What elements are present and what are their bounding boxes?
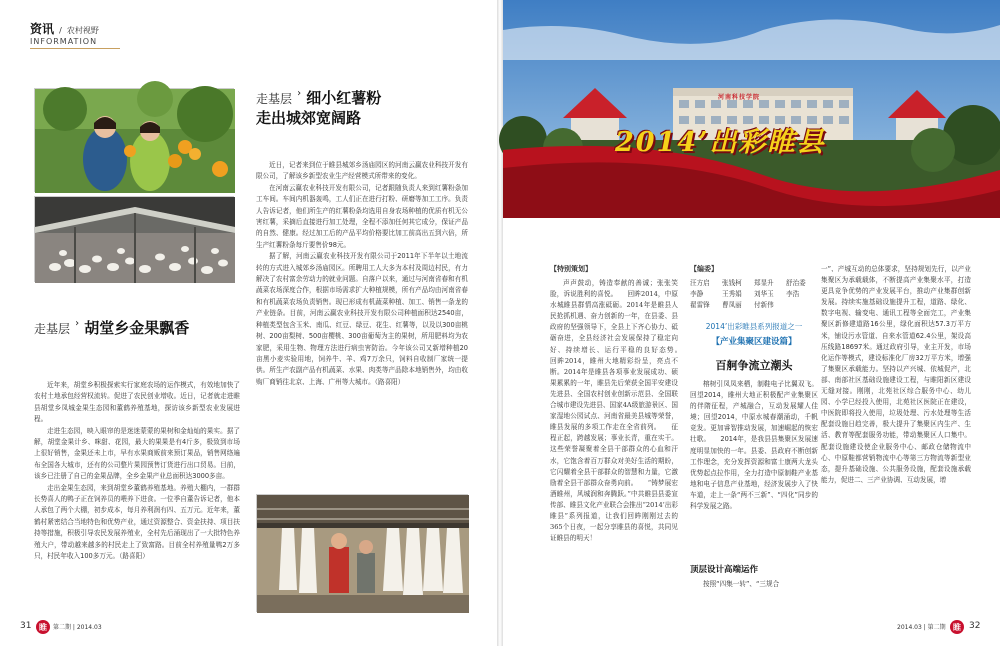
section-subtitle: 农村视野 xyxy=(66,26,99,35)
section-header xyxy=(30,18,180,46)
chevron-icon: › xyxy=(75,318,80,329)
left-page xyxy=(0,0,497,646)
banner-title: 2014’出彩睢县 xyxy=(615,127,826,158)
article2-paragraph: 走出金果生态园，来到胡堂乡董鹤养殖基地。养殖大棚内，一群群长势喜人的鸭子正在饲养员的喂养下进食。一位季自董告诉记者，他本人承包了两个大棚，初步成本，每月养利润有四、五万元。近年来，董鹤村紧密结合当地特色和优势产业，通过资源整合、资金扶持、项目扶持等措施，积极引导农民发展养殖业，全村先后涌现出了一大批特色养殖大户，带动越来越多的村民走上了致富路。目前全村养殖量鸭2万多只，村民年收入100多万元。（路喜阳） xyxy=(34,483,240,561)
section-divider-slash: / xyxy=(59,26,62,35)
editor-name: 付新伟 xyxy=(754,301,774,309)
editor-name: 李浩 xyxy=(786,290,800,298)
column2-text2: 按照“四集一转”、“三规合 xyxy=(703,580,780,588)
series-subtitle: 【产业集聚区建设篇】 xyxy=(711,337,797,347)
subhead: 顶层设计高端运作 xyxy=(690,565,759,575)
article2-body xyxy=(34,380,240,614)
article1-paragraph: 近日，记者来到位于睢县城郊乡汤庙园区的河南云赢农业科技开发有限公司，了解该乡新型农业生产经营模式所带来的变化。 xyxy=(256,161,468,181)
series-title: 2014’出彩睢县系列报道之一 xyxy=(705,322,803,331)
right-issue-label: 2014.03 | 第二期 xyxy=(897,624,946,631)
orchard-photo xyxy=(34,88,234,192)
magazine-logo-icon: 睢 xyxy=(950,620,964,634)
article1-body xyxy=(256,160,468,482)
article2-paragraph: 近年来，胡堂乡积极探索实行家庭农场的运作模式，有效地加快了农村土地承包经营权流转。促进了农民创业增收。近日，记者就走进睢县胡堂乡凤城金果生态园和董鹤养殖基地，探访该乡新型农业发展进程。 xyxy=(34,381,240,424)
editors-label: 【编委】 xyxy=(690,265,718,273)
magazine-logo-icon: 睢 xyxy=(36,620,50,634)
left-page-number: 31 xyxy=(20,621,32,631)
column1 xyxy=(550,264,692,614)
article1-title-block xyxy=(256,88,456,128)
noodle-drying-photo xyxy=(256,494,468,612)
building-sign: 河南科技学院 xyxy=(718,94,761,101)
editor-name: 郑显升 xyxy=(754,279,774,287)
special-feature-label: 【特别策划】 xyxy=(550,265,592,273)
column2 xyxy=(690,264,818,614)
column2-text: 榕树引凤凤来栖，制鞋电子比翼双飞。回望2014，睢州大地正积极配产业集聚区的伴隋征程，产城融合，互动发展耀人佳境；回望2014，中原水城春潮涌动，千帆竞发。更加睿智推动发展，加速崛起的恢宏壮歌。 2014年，是我县县集聚区发展速度明显加快的一年。县委、县政府不断创新工作理念，充分发挥资源和富士康两大龙头优势起点拉作用，全力打造中原制鞋产业基地和电子信息产业基地，经济发展步入了快车道，走上一条“两不三新”、“四化”同步的科学发展之路。 xyxy=(690,380,818,511)
right-page xyxy=(503,0,1000,646)
editor-name: 舒治委 xyxy=(786,279,806,287)
article2-title-block xyxy=(34,318,254,338)
article1-prefix: 走基层 xyxy=(256,92,293,106)
editor-name: 王秀娟 xyxy=(722,290,742,298)
editor-name: 翟雷锋 xyxy=(690,301,710,309)
column3-text: 一”、产城互动的总体要求，坚持规划先行，以产业集聚区为承载载体，不断提高产业集聚水平，打造更具竞争优势的产业发展平台，推动产业集群创新发展。持续实施基础设施提升工程，道路、绿化、数字电视、输变电、通讯工程等全面完工，产业集聚区新修建道路16公里，绿化面积达57.3万平方米，铺设污水管道、自来水管道62.4公里，架设高压线路18697米。通过政府引导，业主开发，市场化运作等模式，建设标准化厂房32万平方米，增强了集聚区承载能力。坚持以产兴城、依城促产，北部、南部社区基础设施建设工程，与睢阳新区建设无缝对接。刚刚，北苑社区综合服务中心、幼儿园、小学已经投入使用，北苑社区医院正在建设，中医院即将投入使用，垃圾处理、污水处理等生活配套设施日趋完善，极大提升了集聚区内生产、生活、教育等配套服务功能，带动集聚区人口集中。配套设施建设使企业服务中心、邮政仓储物流中心、中原鞋都营销物流中心等第三方物流等新型业态，提升基础设施、公共服务设施，配套设施承载能力，促进二、三产业协调、互动发展，增 xyxy=(821,265,971,484)
article2-prefix: 走基层 xyxy=(34,322,71,336)
section-title: 资讯 xyxy=(30,22,55,36)
headline: 百舸争流立潮头 xyxy=(715,359,793,372)
article1-title-line2: 走出城郊宽阔路 xyxy=(256,109,362,127)
chevron-icon: › xyxy=(297,88,302,99)
editor-name: 李静 xyxy=(690,290,704,298)
article2-paragraph: 走进生态园，映入眼帘的是迷迷蒙蒙的果树和金灿灿的果实。据了解，胡堂金果计乡、咪甜、花园，最大的果果是有4斤多，极致到市场上很好销售，金果还未上市，早有水果商贩前来预订果品，销售网络遍布全国各大城市，还有的公司整片果园预售订货进行出口贸易。目前，该乡已注册了自己的金果品牌，全乡金果产业总面积达3000多亩。 xyxy=(34,426,240,481)
column3 xyxy=(821,264,971,614)
editor-name: 汪方启 xyxy=(690,279,710,287)
right-page-number: 32 xyxy=(969,621,981,631)
editor-name: 刘华玉 xyxy=(754,290,774,298)
article1-title-line1: 细小红薯粉 xyxy=(306,89,382,107)
article1-paragraph: 在河南云赢农业科技开发有限公司，记者跟随负责人来到红薯粉条加工车间。车间内机器轰鸣，工人们正在进行打粉、研磨等加工工序。负责人告诉记者，他们所生产的红薯粉条均选用自身农场种植的优质有机无公害红薯，采摘后直接进行加工处理，全程不添加任何其它成分，保证产品的自然、健康。经过加工后的产品平均价格要比加工前高出五到六倍，所生产红薯粉条每斤要售价98元。 xyxy=(256,183,468,249)
duck-barn-photo xyxy=(34,196,234,282)
column1-text: 声声鼓动，铸造奉献的善诚；张张笑脸，诉说胜利的喜悦。 回眸2014，中原水城睢县群情高涨砥砺。2014年是睢县人民抢抓机遇、奋力创新的一年，在县委、县政府的坚强领导下，全县上下齐心协力、砥砺奋进，全县经济社会发展保持了稳定向好、持续增长、运行平稳的良好态势。 回眸2014，睢州大地精彩纷呈，亮点不断。2014年是睢县各项事业发展成功、硕果累累的一年，睢县先后荣获全国平安建设先进县、全国农村创业创新示范县、全国联合城市建设先进县、国家4A级旅游景区、国家湿地公园试点、河南省最美县城等荣誉，睢县发展的多项工作走在全省前列。 征程正起，跨越发展；事业长青，重在实干。这些荣誉凝聚着全县干部群众的心血和汗水，它饱含着百万群众对美好生活的期盼，它闪耀着全县干部群众的智慧和力量，它激励着全县干部群众奋勇向前。 “铸梦展宏酒睢州，风城润和奔腾跃。”中共睢县县委宣传部、睢县文化产业联合会推出“2014’出彩睢县”系列报道，让我们回眸刚刚过去的365个日夜，一起分享睢县的喜悦，共同见证睢县的明天！ xyxy=(550,279,692,543)
article1-paragraph: 据了解，河南云赢农业科技开发有限公司于2011年下半年以土地流转的方式进入城郊乡汤庙园区。所聘用工人大多为本村及周边村民，有力解决了农村富余劳动力的就业问题。自落户以来，通过与河南省春和有机蔬菜农场深度合作，根据市场需求扩大种植规模，所有产品均由河南省春和有机蔬菜农场负责销售。现已形成有机蔬菜种植、加工、销售一条龙的产业链条。目前，河南云赢农业科技开发有限公司种植面积达2540亩，种植类型包含玉米、南瓜、红豆、绿豆、花生、红薯等，以及以300亩桃树、200亩梨树、500亩樱桃、300亩葡萄为主的果树，所用肥料均为农家肥，采用生物、物理方法进行病虫害防治。今年该公司又新增种植20亩黑小麦实验用地，饲养牛、羊、鸡7万余只，饲料自收制厂家统一提供。所生产农副产品有机蔬菜、水果、肉类等产品除本地销售外，均由收购厂商销往北京、上海、广州等大城市。（路喜阳） xyxy=(256,252,468,386)
section-english: INFORMATION xyxy=(30,37,98,46)
editor-name: 张钱柯 xyxy=(722,279,742,287)
left-issue-label: 第二期 | 2014.03 xyxy=(53,624,102,631)
editors-list xyxy=(690,278,818,311)
banner-photo xyxy=(503,0,1000,218)
editor-name: 曹凤丽 xyxy=(722,301,742,309)
article2-title: 胡堂乡金果飘香 xyxy=(84,319,190,337)
header-rule xyxy=(30,48,120,49)
